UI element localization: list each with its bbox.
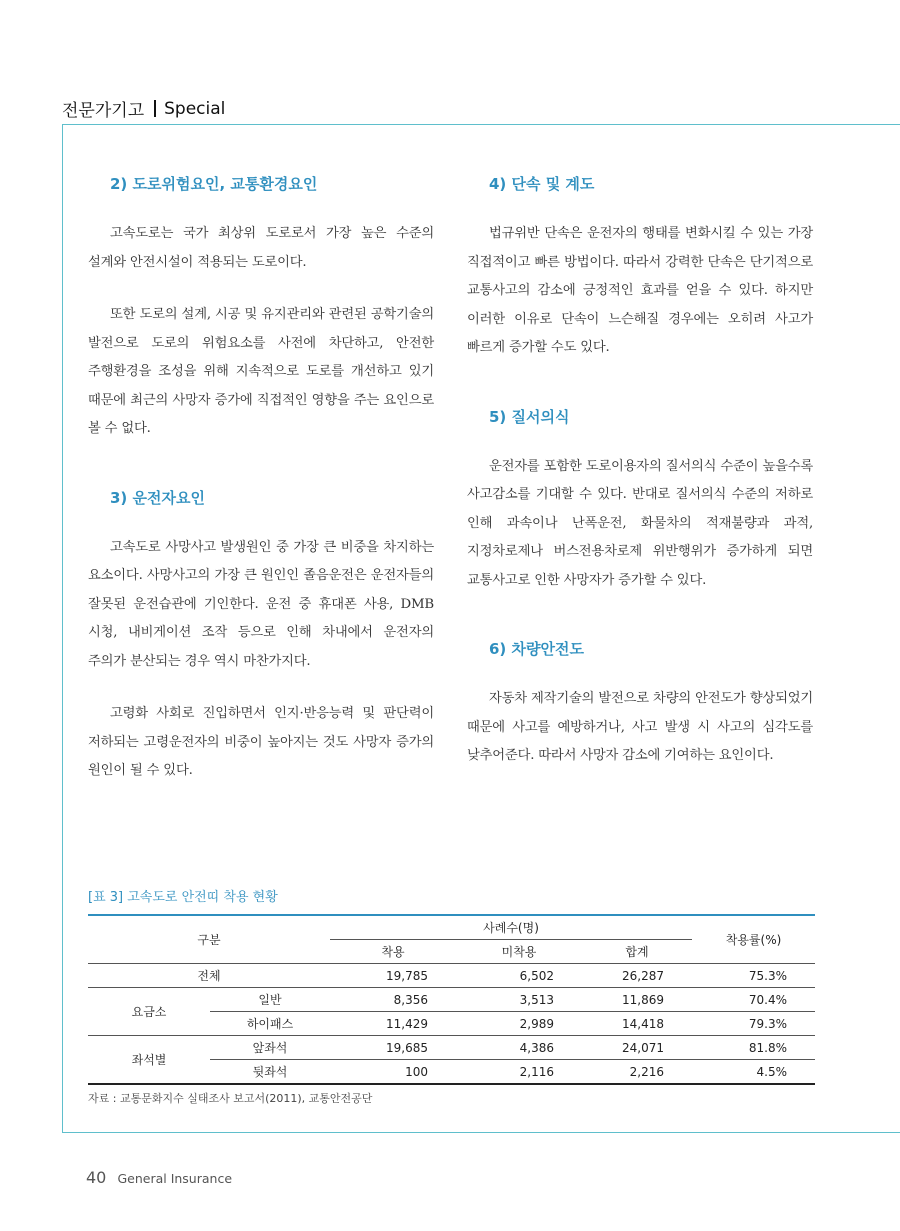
paragraph: 자동차 제작기술의 발전으로 차량의 안전도가 향상되었기 때문에 사고를 예방하거나, 사고 발생 시 사고의 심각도를 낮추어준다. 따라서 사망자 감소에 기여하는 요인이다. bbox=[467, 691, 813, 763]
table-source: 자료 : 교통문화지수 실태조사 보고서(2011), 교통안전공단 bbox=[88, 1092, 373, 1105]
section-heading: 3) 운전자요인 bbox=[110, 488, 205, 507]
row-label: 일반 bbox=[210, 988, 330, 1012]
paragraph: 고속도로는 국가 최상위 도로로서 가장 높은 수준의 설계와 안전시설이 적용되는 도로이다. bbox=[88, 226, 434, 270]
page-number: 40 bbox=[86, 1168, 107, 1187]
table-row bbox=[88, 1036, 815, 1060]
table-row bbox=[88, 964, 815, 988]
left-column bbox=[88, 174, 434, 810]
right-column bbox=[467, 174, 813, 795]
cell-rate: 79.3% bbox=[692, 1012, 815, 1036]
article-section bbox=[467, 639, 813, 771]
cell-worn: 11,429 bbox=[330, 1012, 456, 1036]
section-heading: 5) 질서의식 bbox=[489, 407, 570, 426]
cell-not-worn: 6,502 bbox=[519, 968, 554, 983]
header-worn: 착용 bbox=[330, 940, 456, 964]
header-total: 합계 bbox=[582, 940, 692, 964]
cell-not-worn: 4,386 bbox=[456, 1036, 582, 1060]
seatbelt-table bbox=[88, 914, 815, 1085]
header-rate: 착용률(%) bbox=[692, 915, 815, 964]
cell-total: 24,071 bbox=[582, 1036, 692, 1060]
row-label: 전체 bbox=[197, 969, 221, 983]
row-label: 뒷좌석 bbox=[210, 1060, 330, 1085]
paragraph: 법규위반 단속은 운전자의 행태를 변화시킬 수 있는 가장 직접적이고 빠른 방법이다. 따라서 강력한 단속은 단기적으로 교통사고의 감소에 긍정적인 효과를 얻을 수 있다. 하지만 이러한 이유로 단속이 느슨해질 경우에는 오히려 사고가 빠르게 증가할 수도 있다. bbox=[467, 226, 813, 355]
article-section bbox=[88, 488, 434, 786]
section-heading: 4) 단속 및 계도 bbox=[489, 175, 595, 193]
cell-rate: 4.5% bbox=[692, 1060, 815, 1085]
header-category: 구분 bbox=[88, 915, 330, 964]
row-label: 하이패스 bbox=[210, 1012, 330, 1036]
header-subsection: Special bbox=[164, 98, 226, 119]
paragraph: 운전자를 포함한 도로이용자의 질서의식 수준이 높을수록 사고감소를 기대할 수 있다. 반대로 질서의식 수준의 저하로 인해 과속이나 난폭운전, 화물차의 적재불량과 과적, 지정차로제나 버스전용차로제 위반행위가 증가하게 되면 교통사고로 인한 사망자가 증가할 수 있다. bbox=[467, 458, 813, 588]
header-not-worn: 미착용 bbox=[456, 940, 582, 964]
cell-worn: 19,685 bbox=[330, 1036, 456, 1060]
header-cases: 사례수(명) bbox=[330, 915, 692, 940]
paragraph: 또한 도로의 설계, 시공 및 유지관리와 관련된 공학기술의 발전으로 도로의 위험요소를 사전에 차단하고, 안전한 주행환경을 조성을 위해 지속적으로 도로를 개선하고 있기 때문에 최근의 사망자 증가에 직접적인 영향을 주는 요인으로 볼 수 없다. bbox=[88, 307, 434, 436]
row-label: 앞좌석 bbox=[210, 1036, 330, 1060]
cell-total: 14,418 bbox=[582, 1012, 692, 1036]
cell-rate: 70.4% bbox=[692, 988, 815, 1012]
section-heading: 6) 차량안전도 bbox=[489, 640, 584, 658]
cell-rate: 75.3% bbox=[748, 968, 788, 983]
article-section bbox=[467, 407, 813, 596]
cell-not-worn: 2,989 bbox=[456, 1012, 582, 1036]
paragraph: 고속도로 사망사고 발생원인 중 가장 큰 비중을 차지하는 요소이다. 사망사고의 가장 큰 원인인 졸음운전은 운전자들의 잘못된 운전습관에 기인한다. 운전 중 휴대폰 사용, DMB 시청, 내비게이션 조작 등으로 인해 차내에서 운전자의 주의가 분산되는 경우 역시 마찬가지다. bbox=[88, 539, 434, 669]
table-header-row bbox=[88, 915, 815, 940]
header-section: 전문가기고 bbox=[62, 101, 145, 121]
article-section bbox=[88, 174, 434, 444]
group-label: 좌석별 bbox=[88, 1036, 210, 1085]
cell-total: 26,287 bbox=[622, 968, 665, 983]
magazine-name: General Insurance bbox=[117, 1171, 233, 1186]
paragraph: 고령화 사회로 진입하면서 인지·반응능력 및 판단력이 저하되는 고령운전자의 비중이 높아지는 것도 사망자 증가의 원인이 될 수 있다. bbox=[88, 706, 434, 778]
cell-not-worn: 3,513 bbox=[456, 988, 582, 1012]
section-heading: 2) 도로위험요인, 교통환경요인 bbox=[110, 175, 318, 193]
article-section bbox=[467, 174, 813, 363]
cell-not-worn: 2,116 bbox=[456, 1060, 582, 1085]
cell-rate: 81.8% bbox=[692, 1036, 815, 1060]
cell-worn: 19,785 bbox=[386, 968, 428, 983]
cell-worn: 100 bbox=[330, 1060, 456, 1085]
cell-worn: 8,356 bbox=[330, 988, 456, 1012]
page-header bbox=[62, 96, 225, 121]
table-caption: [표 3] 고속도로 안전띠 착용 현황 bbox=[88, 890, 278, 905]
group-label: 요금소 bbox=[88, 988, 210, 1036]
cell-total: 2,216 bbox=[582, 1060, 692, 1085]
table-row bbox=[88, 988, 815, 1012]
page-footer bbox=[86, 1168, 232, 1187]
header-divider bbox=[154, 100, 156, 117]
cell-total: 11,869 bbox=[582, 988, 692, 1012]
